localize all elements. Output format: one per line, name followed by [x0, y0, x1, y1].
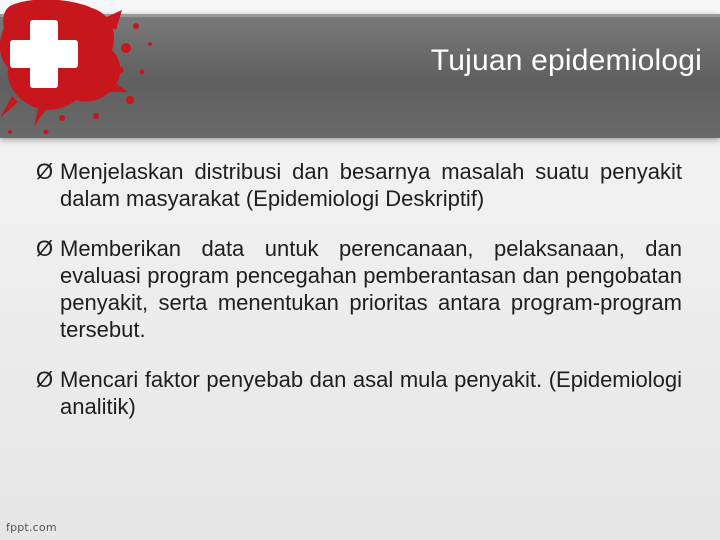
- arrow-bullet-icon: Ø: [36, 159, 54, 184]
- bullet-item: [36, 366, 682, 420]
- slide-title: Tujuan epidemiologi: [430, 44, 702, 77]
- bullet-text: Menjelaskan distribusi dan besarnya masalah suatu penyakit dalam masyarakat (Epidemiologi Deskriptif): [60, 159, 682, 211]
- bullet-item: [36, 235, 682, 343]
- bullet-text: Mencari faktor penyebab dan asal mula penyakit. (Epidemiologi analitik): [60, 367, 682, 419]
- watermark: fppt.com: [6, 521, 57, 534]
- arrow-bullet-icon: Ø: [36, 367, 54, 392]
- bullet-list: [36, 158, 682, 443]
- medical-cross-splash-icon: [0, 0, 170, 170]
- bullet-text: Memberikan data untuk perencanaan, pelaksanaan, dan evaluasi program pencegahan pemberantasan dan pengobatan penyakit, serta menentukan prioritas antara program-program tersebut.: [60, 236, 682, 342]
- bullet-item: [36, 158, 682, 212]
- arrow-bullet-icon: Ø: [36, 236, 54, 261]
